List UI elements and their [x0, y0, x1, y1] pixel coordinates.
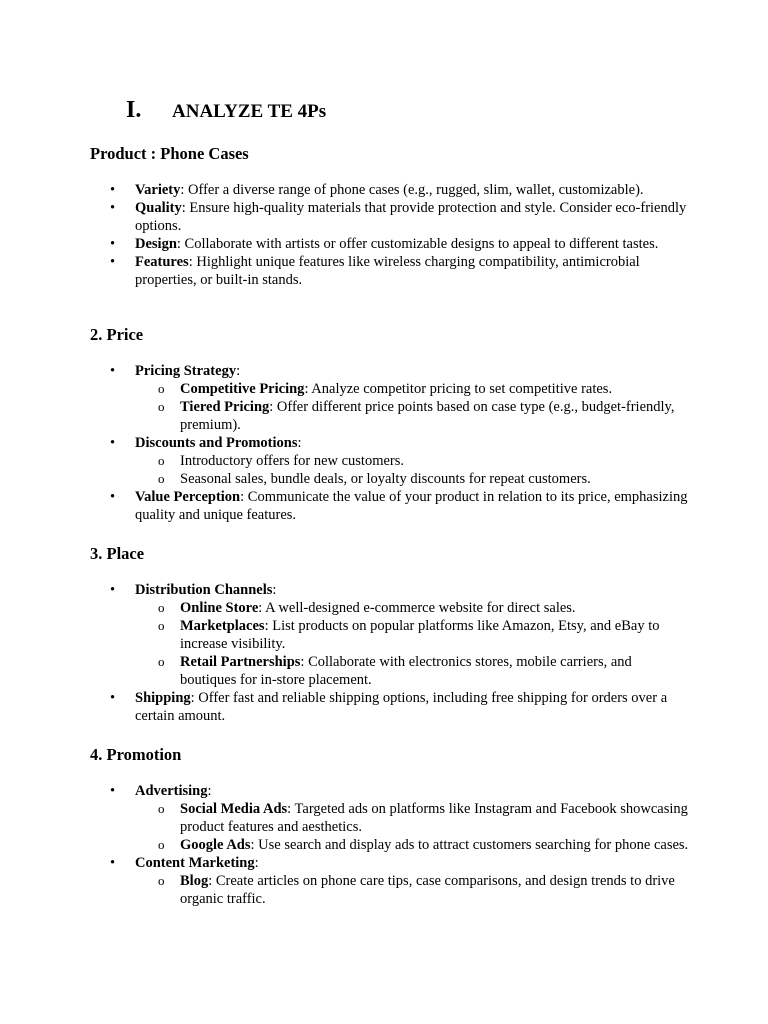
item-term: Value Perception: [135, 489, 241, 505]
page-title: [126, 96, 326, 126]
item-text: : Ensure high-quality materials that provide protection and style. Consider eco-friendly options.: [135, 200, 687, 234]
list-item: [90, 362, 690, 434]
title-number: I.: [126, 97, 142, 123]
item-text: : List products on popular platforms like Amazon, Etsy, and eBay to increase visibility.: [180, 618, 660, 652]
sub-list: [135, 380, 690, 434]
item-text: : Offer fast and reliable shipping options, including free shipping for orders over a certain amount.: [135, 690, 668, 724]
item-term: Shipping: [135, 690, 191, 706]
sub-list-item: [135, 872, 690, 908]
list-item: [90, 854, 690, 908]
sub-list-item: o Seasonal sales, bundle deals, or loyalty discounts for repeat customers.: [135, 470, 690, 488]
item-suffix: :: [236, 363, 241, 379]
item-text: : Collaborate with electronics stores, mobile carriers, and boutiques for in-store placement.: [180, 654, 632, 688]
item-term: Google Ads: [180, 837, 251, 853]
item-term: Marketplaces: [180, 618, 265, 634]
item-term: Discounts and Promotions: [135, 435, 298, 451]
item-text: : Offer different price points based on case type (e.g., budget-friendly, premium).: [180, 399, 675, 433]
promotion-list: [90, 782, 690, 908]
item-term: Pricing Strategy: [135, 363, 237, 379]
item-term: Blog: [180, 873, 209, 889]
sub-list-item: [135, 398, 690, 434]
sub-list: [135, 800, 690, 854]
sub-list-item: [135, 836, 690, 854]
sub-list: [135, 599, 690, 689]
sub-list-item: [135, 800, 690, 836]
sub-list-item: [135, 617, 690, 653]
item-text: : Targeted ads on platforms like Instagram and Facebook showcasing product features and aesthetics.: [180, 801, 688, 835]
list-item: [90, 253, 690, 289]
item-text: : A well-designed e-commerce website for direct sales.: [258, 600, 576, 616]
sub-list-item: o Introductory offers for new customers.: [135, 452, 690, 470]
price-heading: 2. Price: [90, 325, 144, 344]
list-item: [90, 235, 690, 253]
item-text: : Analyze competitor pricing to set competitive rates.: [304, 381, 613, 397]
item-term: Distribution Channels: [135, 582, 273, 598]
item-term: Retail Partnerships: [180, 654, 301, 670]
item-term: Quality: [135, 200, 182, 216]
item-term: Design: [135, 236, 177, 252]
item-text: : Highlight unique features like wireless charging compatibility, antimicrobial properties, or built-in stands.: [135, 254, 640, 288]
item-text: : Create articles on phone care tips, case comparisons, and design trends to drive organic traffic.: [180, 873, 675, 907]
item-term: Online Store: [180, 600, 259, 616]
place-heading: 3. Place: [90, 544, 145, 563]
sub-list-item: [135, 380, 690, 398]
place-list: [90, 581, 690, 725]
list-item: [90, 199, 690, 235]
item-suffix: :: [254, 855, 259, 871]
list-item: [90, 434, 690, 488]
title-text: ANALYZE TE 4Ps: [172, 101, 327, 122]
item-term: Features: [135, 254, 189, 270]
sub-list: [135, 452, 690, 488]
item-text: : Offer a diverse range of phone cases (e.g., rugged, slim, wallet, customizable).: [180, 182, 644, 198]
item-suffix: :: [207, 783, 212, 799]
list-item: [90, 689, 690, 725]
item-term: Competitive Pricing: [180, 381, 305, 397]
item-term: Advertising: [135, 783, 208, 799]
item-text: : Communicate the value of your product in relation to its price, emphasizing quality and unique features.: [135, 489, 688, 523]
list-item: [90, 181, 690, 199]
product-heading: Product : Phone Cases: [90, 144, 249, 163]
promotion-heading: 4. Promotion: [90, 745, 182, 764]
item-term: Tiered Pricing: [180, 399, 270, 415]
item-term: Social Media Ads: [180, 801, 288, 817]
list-item: [90, 581, 690, 689]
sub-list: [135, 872, 690, 908]
item-term: Variety: [135, 182, 181, 198]
item-term: Content Marketing: [135, 855, 255, 871]
price-list: [90, 362, 690, 524]
list-item: [90, 488, 690, 524]
item-suffix: :: [297, 435, 302, 451]
item-suffix: :: [272, 582, 277, 598]
sub-list-item: [135, 599, 690, 617]
item-text: : Collaborate with artists or offer customizable designs to appeal to different tastes.: [176, 236, 659, 252]
product-list: [90, 181, 690, 289]
item-text: : Use search and display ads to attract customers searching for phone cases.: [250, 837, 689, 853]
sub-list-item: [135, 653, 690, 689]
list-item: [90, 782, 690, 854]
